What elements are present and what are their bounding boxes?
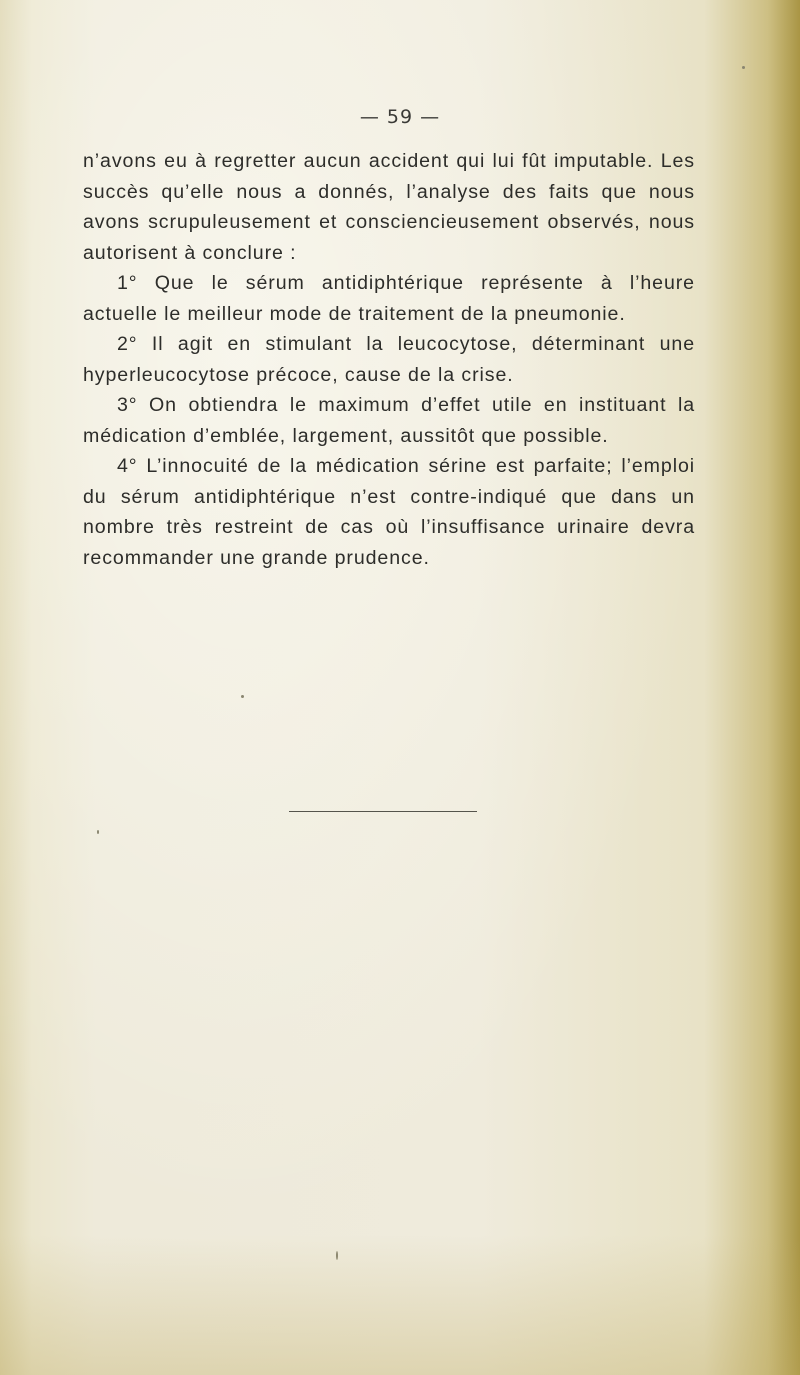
paper-speck xyxy=(241,695,244,698)
paragraph-conclusion-1: 1° Que le sérum antidiphtérique représente à l’heure actuelle le meilleur mode de traitement de la pneumonie. xyxy=(83,272,695,325)
paragraph-conclusion-4: 4° L’innocuité de la médication sérine est parfaite; l’emploi du sérum antidiphtérique n’est contre-indiqué que dans un nombre très restreint de cas où l’insuffisance urinaire devra recommander une grande prudence. xyxy=(83,455,695,569)
body-text xyxy=(83,146,695,573)
page-number: — 59 — xyxy=(359,106,441,128)
paragraph-conclusion-3: 3° On obtiendra le maximum d’effet utile en instituant la médication d’emblée, largement, aussitôt que possible. xyxy=(83,394,695,447)
paper-speck xyxy=(742,66,745,69)
paper-speck xyxy=(336,1251,338,1260)
paragraph-conclusion-2: 2° Il agit en stimulant la leucocytose, déterminant une hyperleucocytose précoce, cause de la crise. xyxy=(83,333,695,386)
paragraph-intro: n’avons eu à regretter aucun accident qui lui fût imputable. Les succès qu’elle nous a donnés, l’analyse des faits que nous avons scrupuleusement et consciencieusement observés, nous autorisent à conclure : xyxy=(83,150,695,264)
end-rule xyxy=(289,811,477,812)
paper-speck xyxy=(97,830,99,834)
